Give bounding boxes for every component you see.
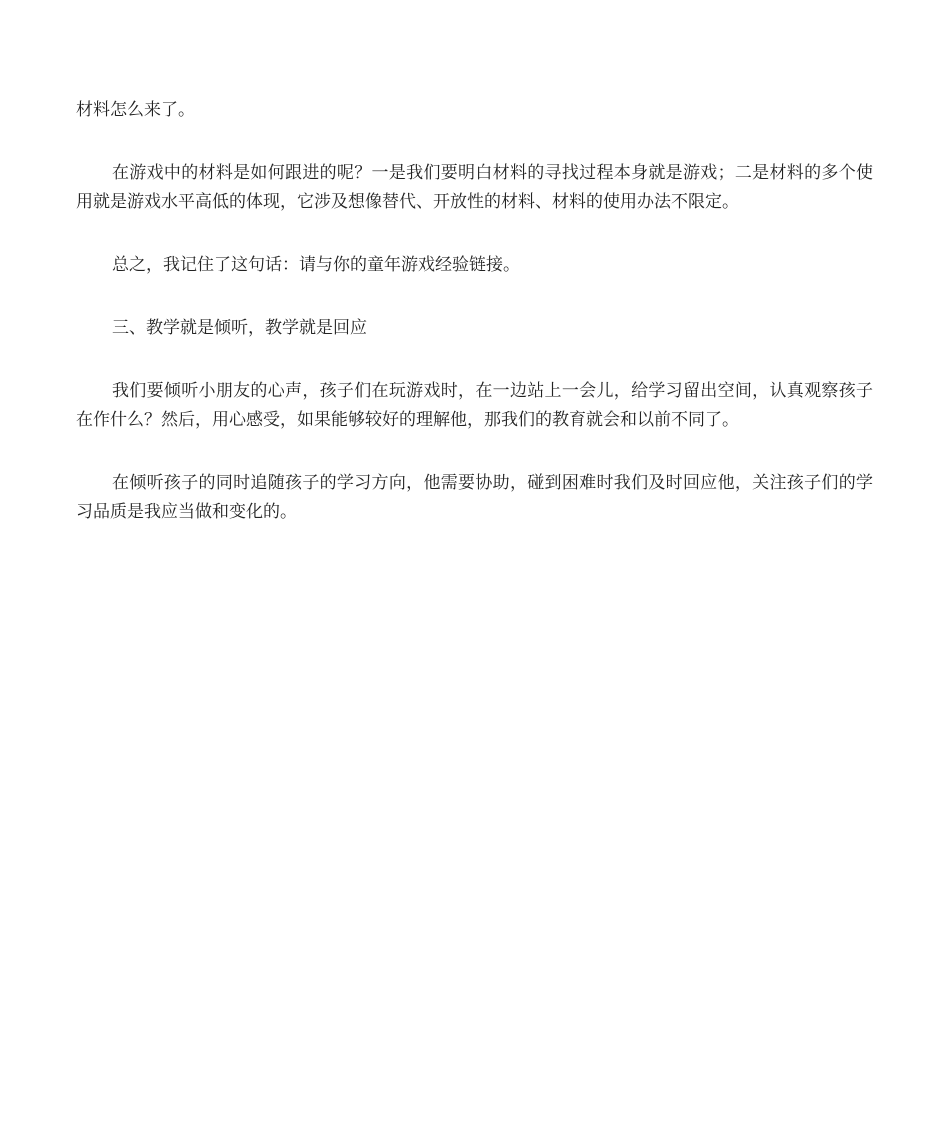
document-body [76, 96, 873, 561]
paragraph-responding: 在倾听孩子的同时追随孩子的学习方向，他需要协助，碰到困难时我们及时回应他，关注孩子们的学习品质是我应当做和变化的。 [76, 473, 873, 522]
paragraph-continuation: 材料怎么来了。 [76, 100, 195, 120]
section-heading-three: 三、教学就是倾听，教学就是回应 [112, 318, 367, 338]
paragraph-listening: 我们要倾听小朋友的心声，孩子们在玩游戏时，在一边站上一会儿，给学习留出空间，认真观察孩子在作什么？然后，用心感受，如果能够较好的理解他，那我们的教育就会和以前不同了。 [76, 381, 873, 430]
paragraph-materials-follow-up: 在游戏中的材料是如何跟进的呢？一是我们要明白材料的寻找过程本身就是游戏；二是材料的多个使用就是游戏水平高低的体现，它涉及想像替代、开放性的材料、材料的使用办法不限定。 [76, 163, 873, 212]
paragraph-summary: 总之，我记住了这句话：请与你的童年游戏经验链接。 [112, 255, 520, 275]
